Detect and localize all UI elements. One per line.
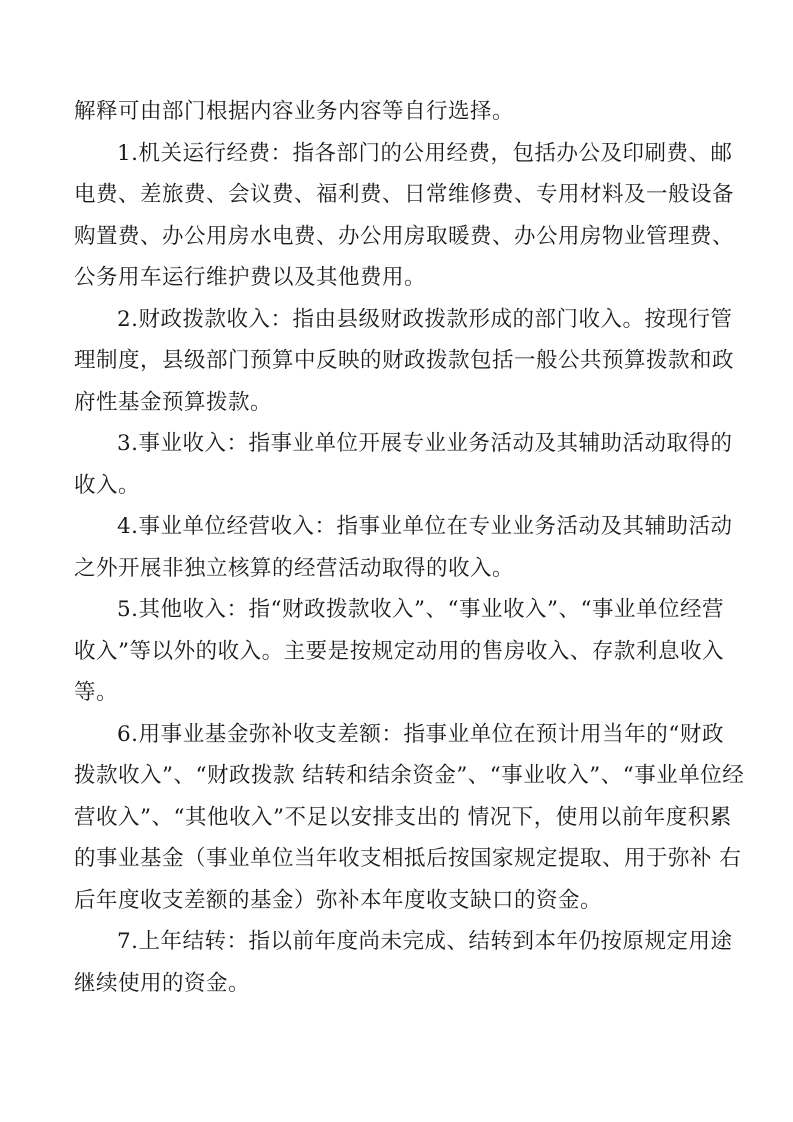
paragraph-item-6 <box>74 714 745 922</box>
paragraph-item-5 <box>74 589 724 714</box>
paragraph-item-7 <box>74 921 733 1004</box>
text-line: 收入。 <box>74 472 141 498</box>
document-body <box>74 91 745 1004</box>
paragraph-item-3 <box>74 423 733 506</box>
text-line: 等。 <box>74 680 119 705</box>
text-line: 5.其他收入：指“财政拨款收入”、“事业收入”、“事业单位经营 <box>117 597 724 622</box>
text-line: 理制度，县级部门预算中反映的财政拨款包括一般公共预算拨款和政 <box>74 348 735 373</box>
text-line: 电费、差旅费、会议费、福利费、日常维修费、专用材料及一般设备 <box>74 182 735 207</box>
paragraph-item-1 <box>74 133 735 299</box>
text-line: 6.用事业基金弥补收支差额：指事业单位在预计用当年的“财政 <box>117 721 724 747</box>
paragraph-intro <box>74 91 724 133</box>
text-line: 7.上年结转：指以前年度尚未完成、结转到本年仍按原规定用途 <box>117 929 733 954</box>
text-line: 后年度收支差额的基金）弥补本年度收支缺口的资金。 <box>74 887 603 913</box>
text-line: 继续使用的资金。 <box>74 970 251 996</box>
paragraph-item-4 <box>74 506 733 589</box>
text-line: 营收入”、“其他收入”不足以安排支出的 情况下，使用以前年度积累 <box>74 804 732 830</box>
text-line: 1.机关运行经费：指各部门的公用经费，包括办公及印刷费、邮 <box>117 140 733 166</box>
text-line: 的事业基金（事业单位当年收支相抵后按国家规定提取、用于弥补 右 <box>74 846 742 871</box>
paragraph-item-2 <box>74 299 735 424</box>
text-line: 3.事业收入：指事业单位开展专业业务活动及其辅助活动取得的 <box>117 431 733 456</box>
text-line: 购置费、办公用房水电费、办公用房取暖费、办公用房物业管理费、 <box>74 223 735 249</box>
text-line: 收入”等以外的收入。主要是按规定动用的售房收入、存款利息收入 <box>74 638 724 664</box>
text-line: 4.事业单位经营收入：指事业单位在专业业务活动及其辅助活动 <box>117 514 733 539</box>
text-line: 2.财政拨款收入：指由县级财政拨款形成的部门收入。按现行管 <box>117 306 733 332</box>
text-line: 拨款收入”、“财政拨款 结转和结余资金”、“事业收入”、“事业单位经 <box>74 763 745 788</box>
text-line: 之外开展非独立核算的经营活动取得的收入。 <box>74 555 515 581</box>
text-line: 府性基金预算拨款。 <box>74 389 273 415</box>
text-line: 公务用车运行维护费以及其他费用。 <box>74 265 427 290</box>
text-line: 解释可由部门根据内容业务内容等自行选择。 <box>74 99 515 124</box>
